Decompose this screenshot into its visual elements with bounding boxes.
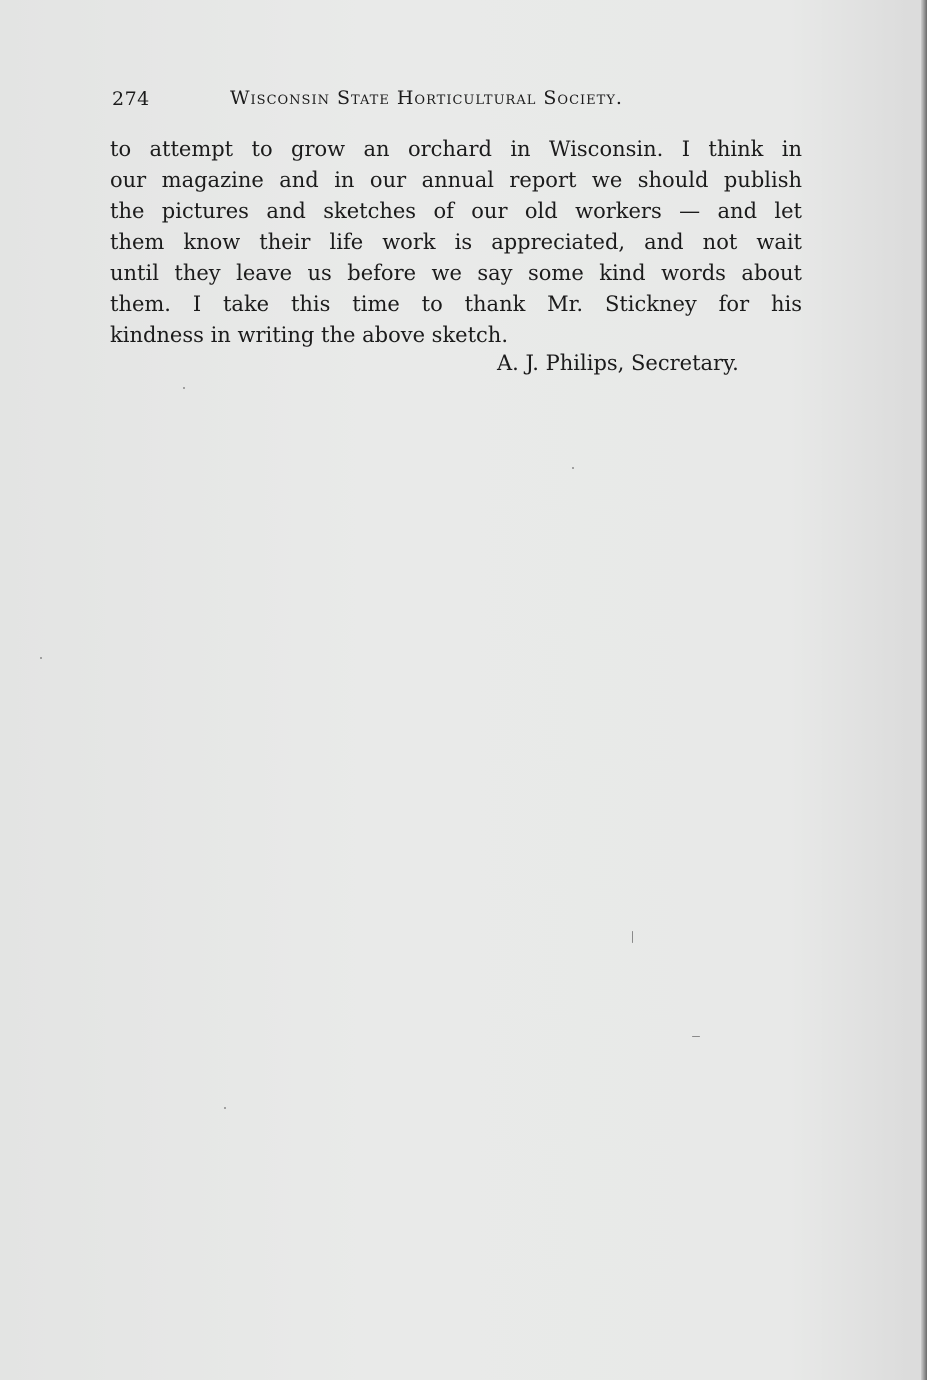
page-number: 274 <box>112 88 150 110</box>
body-paragraph <box>110 134 802 351</box>
text-line: them know their life work is appreciated, and not wait <box>110 230 802 254</box>
paper-speck <box>632 931 633 943</box>
text-line: kindness in writing the above sketch. <box>110 323 509 347</box>
paper-speck <box>224 1107 226 1109</box>
paper-speck <box>692 1036 700 1037</box>
paper-speck <box>183 387 185 389</box>
text-line: the pictures and sketches of our old workers — and let <box>110 199 802 223</box>
text-line: until they leave us before we say some kind words about <box>110 261 802 285</box>
text-line: them. I take this time to thank Mr. Stickney for his <box>110 292 802 316</box>
text-line: our magazine and in our annual report we should publish <box>110 168 802 192</box>
signature-line: A. J. Philips, Secretary. <box>497 351 739 375</box>
page-edge-shadow <box>921 0 927 1380</box>
page-header <box>112 86 712 116</box>
text-line: to attempt to grow an orchard in Wisconsin. I think in <box>110 137 802 161</box>
paper-speck <box>40 657 42 659</box>
running-head: Wisconsin State Horticultural Society. <box>230 87 623 109</box>
paper-speck <box>572 467 574 469</box>
